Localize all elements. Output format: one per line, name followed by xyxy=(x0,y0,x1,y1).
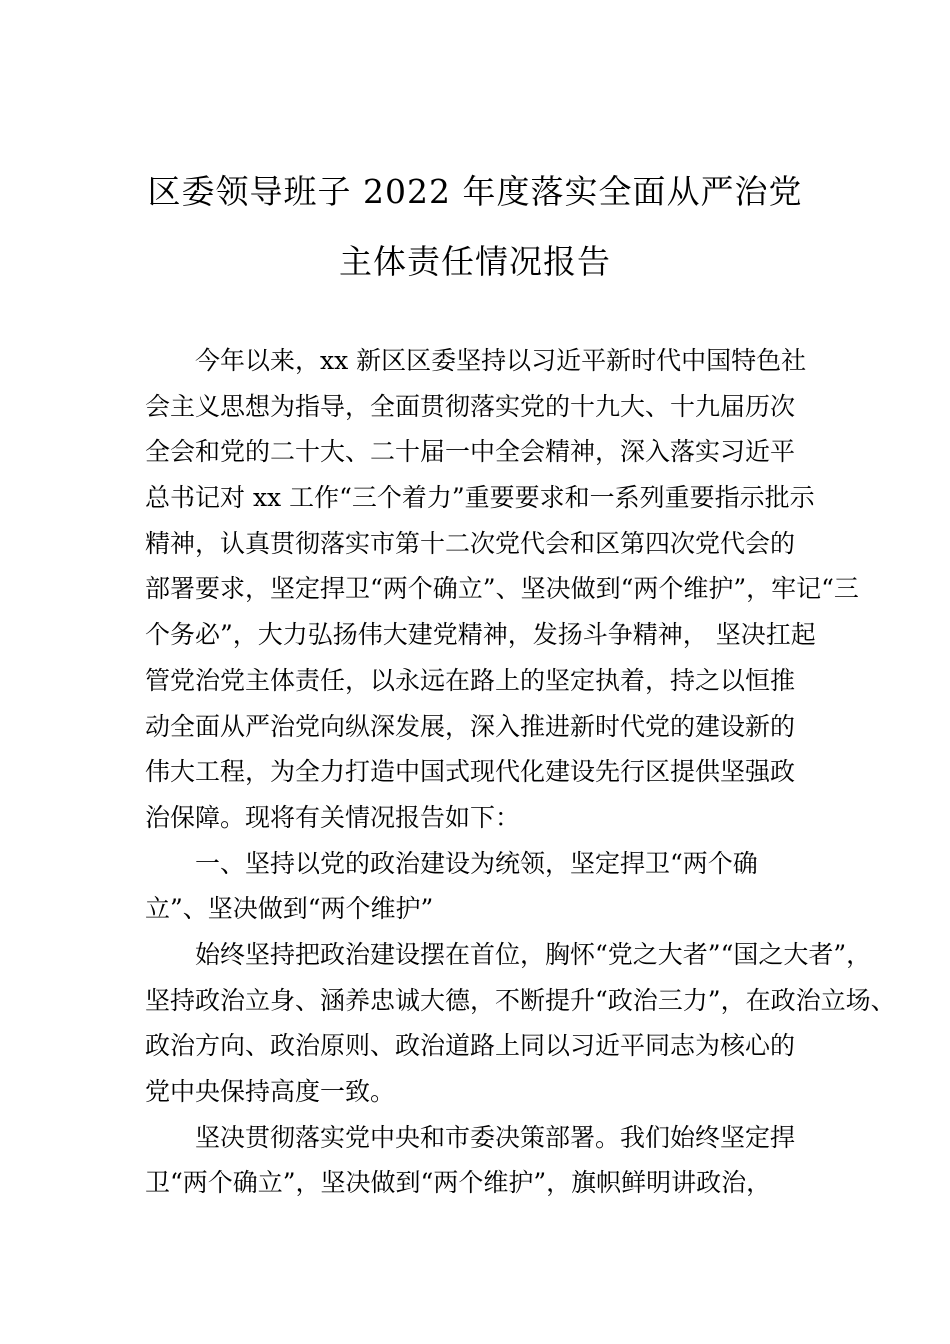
paragraph-line: 治保障。现将有关情况报告如下： xyxy=(145,802,521,832)
document-title-line-2: 主体责任情况报告 xyxy=(339,242,611,281)
paragraph-line: 一、坚持以党的政治建设为统领，坚定捍卫“两个确 xyxy=(195,848,758,878)
paragraph-line: 全会和党的二十大、二十届一中全会精神，深入落实习近平 xyxy=(145,437,796,467)
paragraph-line: 伟大工程，为全力打造中国式现代化建设先行区提供坚强政 xyxy=(145,757,796,787)
paragraph-line: 始终坚持把政治建设摆在首位，胸怀“党之大者”“国之大者”， xyxy=(195,939,872,969)
paragraph xyxy=(145,932,896,1115)
paragraph-line: 管党治党主体责任，以永远在路上的坚定执着，持之以恒推 xyxy=(145,665,796,695)
paragraph-line: 立”、坚决做到“两个维护” xyxy=(145,894,434,924)
paragraph-line: 会主义思想为指导，全面贯彻落实党的十九大、十九届历次 xyxy=(145,391,796,421)
paragraph-line: 坚决贯彻落实党中央和市委决策部署。我们始终坚定捍 xyxy=(195,1122,796,1152)
paragraph-line: 坚持政治立身、涵养忠诚大德，不断提升“政治三力”，在政治立场、 xyxy=(145,985,896,1015)
paragraph-line: 党中央保持高度一致。 xyxy=(145,1077,396,1106)
paragraph-line: 政治方向、政治原则、政治道路上同以习近平同志为核心的 xyxy=(145,1031,796,1061)
document-title-line-1: 区委领导班子 2022 年度落实全面从严治党 xyxy=(147,172,803,211)
paragraph-line: 卫“两个确立”，坚决做到“两个维护”，旗帜鲜明讲政治， xyxy=(145,1168,772,1198)
paragraph-line: 部署要求，坚定捍卫“两个确立”、坚决做到“两个维护”，牢记“三 xyxy=(145,574,859,604)
paragraph-line: 个务必”，大力弘扬伟大建党精神，发扬斗争精神， 坚决扛起 xyxy=(145,620,816,650)
paragraph xyxy=(145,1115,825,1206)
paragraph-line: 总书记对 xx 工作“三个着力”重要要求和一系列重要指示批示 xyxy=(145,483,815,513)
paragraph-line: 今年以来，xx 新区区委坚持以习近平新时代中国特色社 xyxy=(195,346,807,375)
paragraph xyxy=(145,841,825,932)
paragraph xyxy=(145,338,859,841)
document-body xyxy=(145,338,896,1206)
paragraph-line: 动全面从严治党向纵深发展，深入推进新时代党的建设新的 xyxy=(145,711,796,741)
paragraph-line: 精神，认真贯彻落实市第十二次党代会和区第四次党代会的 xyxy=(145,528,796,558)
